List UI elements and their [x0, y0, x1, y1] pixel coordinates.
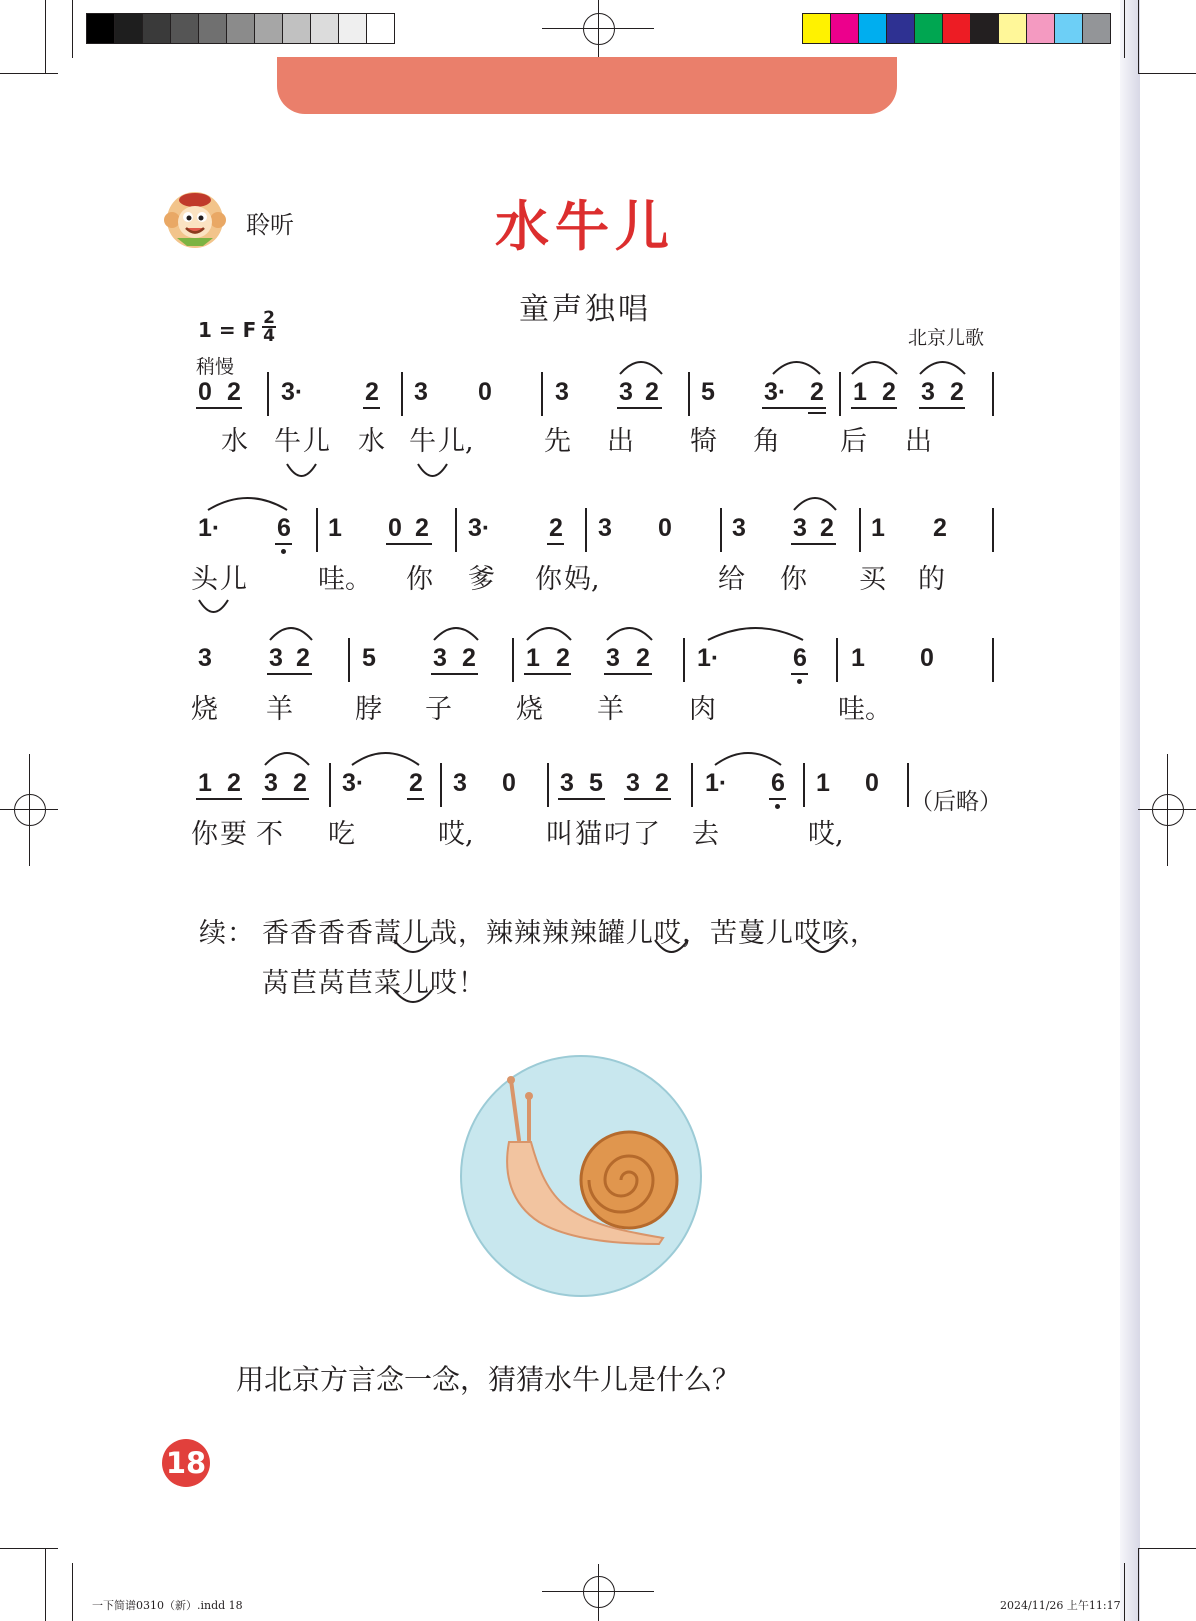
slur-arc	[620, 362, 662, 374]
note-digit: 3	[606, 644, 620, 672]
lyric-syllable: 给	[718, 564, 745, 595]
song-subtitle: 童声独唱	[519, 292, 651, 327]
lyric-syllable: 羊	[266, 694, 293, 725]
note-digit: 0	[502, 769, 516, 797]
lyric-syllable: 脖	[355, 694, 382, 725]
lyric-syllable: 羊	[597, 694, 624, 725]
note-digit: 3·	[342, 769, 365, 797]
tempo-marking: 稍慢	[196, 356, 235, 378]
note-digit: 3	[793, 514, 807, 542]
note-digit: 2	[409, 769, 423, 797]
slur-arc	[715, 753, 781, 765]
omitted-suffix: （后略）	[910, 789, 1002, 815]
note-digit: 1	[328, 514, 342, 542]
lyric-syllable: 猫	[575, 819, 602, 850]
lyric-syllable: 子	[425, 694, 452, 725]
note-digit: 3	[414, 378, 428, 406]
lyric-syllable: 牛	[274, 426, 301, 457]
note-digit: 3	[732, 514, 746, 542]
note-digit: 5	[589, 769, 603, 797]
note-digit: 6	[793, 644, 807, 672]
section-label: 聆听	[246, 211, 294, 239]
note-digit: 5	[362, 644, 376, 672]
slur-arc	[352, 753, 419, 765]
lyric-syllable: 吃	[328, 819, 355, 850]
note-digit: 3	[269, 644, 283, 672]
note-digit: 2	[636, 644, 650, 672]
lyric-syllable: 要	[220, 819, 247, 850]
lyric-syllable: 角	[753, 426, 780, 457]
verse-line-1: 香香香香蒿儿哉，辣辣辣辣罐儿哎，苦蔓儿哎咳，	[262, 918, 878, 949]
note-digit: 2	[645, 378, 659, 406]
lyric-syllable: 哎,	[438, 819, 474, 850]
note-digit: 2	[820, 514, 834, 542]
lyric-syllable: 犄	[690, 426, 717, 457]
note-digit: 3	[555, 378, 569, 406]
lyric-syllable: 的	[918, 564, 945, 595]
slur-arc	[920, 362, 965, 374]
note-digit: 1	[871, 514, 885, 542]
lyric-syllable: 去	[692, 819, 719, 850]
note-digit: 2	[933, 514, 947, 542]
note-digit: 2	[462, 644, 476, 672]
note-digit: 3·	[281, 378, 304, 406]
page-number-badge: 18	[162, 1439, 210, 1487]
note-digit: 2	[549, 514, 563, 542]
lyric-syllable: 哇。	[318, 564, 372, 595]
lyric-syllable: 妈,	[564, 564, 600, 595]
lyric-syllable: 买	[859, 564, 886, 595]
note-digit: 1	[198, 769, 212, 797]
verse-line-2: 莴苣莴苣菜儿哎！	[262, 968, 486, 999]
song-title: 水牛儿	[495, 194, 675, 258]
slur-arc	[852, 362, 897, 374]
note-digit: 0	[388, 514, 402, 542]
composer-credit: 北京儿歌	[908, 327, 985, 349]
lyric-syllable: 儿	[303, 426, 330, 457]
note-digit: 1·	[705, 769, 728, 797]
note-digit: 3	[198, 644, 212, 672]
footer-timestamp: 2024/11/26 上午11:17	[1000, 1599, 1121, 1612]
lyric-syllable: 儿,	[438, 426, 474, 457]
note-digit: 1	[526, 644, 540, 672]
note-digit: 3	[619, 378, 633, 406]
lyric-syllable: 你	[191, 819, 218, 850]
lyric-syllable: 出	[905, 426, 932, 457]
slur-arc	[794, 498, 836, 510]
note-digit: 2	[296, 644, 310, 672]
note-digit: 3·	[764, 378, 787, 406]
note-digit: 2	[227, 378, 241, 406]
lyric-syllable: 牛	[409, 426, 436, 457]
note-digit: 0	[478, 378, 492, 406]
lyric-syllable: 水	[358, 426, 385, 457]
slur-arc	[199, 600, 228, 612]
lyric-syllable: 你	[780, 564, 807, 595]
lyric-syllable: 出	[607, 426, 634, 457]
lyric-syllable: 先	[544, 426, 571, 457]
meter-bottom: 4	[263, 326, 275, 346]
note-digit: 3	[264, 769, 278, 797]
lyric-syllable: 了	[633, 819, 660, 850]
note-digit: 5	[701, 378, 715, 406]
note-digit: 6	[771, 769, 785, 797]
meter-top: 2	[263, 308, 275, 328]
lyric-syllable: 头	[191, 564, 218, 595]
note-digit: 1·	[198, 514, 221, 542]
note-digit: 2	[950, 378, 964, 406]
note-digit: 1	[851, 644, 865, 672]
note-digit: 2	[556, 644, 570, 672]
slur-arc	[527, 628, 571, 640]
note-digit: 3	[453, 769, 467, 797]
note-digit: 3	[626, 769, 640, 797]
note-digit: 3	[560, 769, 574, 797]
question-text: 用北京方言念一念，猜猜水牛儿是什么？	[236, 1363, 741, 1396]
lyric-syllable: 叫	[546, 819, 573, 850]
note-digit: 0	[658, 514, 672, 542]
lyric-syllable: 哎,	[808, 819, 844, 850]
snail-icon	[459, 1054, 703, 1298]
slur-arc	[773, 362, 820, 374]
slur-arc	[607, 628, 652, 640]
key-signature: 1 = F	[198, 318, 257, 342]
lyric-syllable: 水	[221, 426, 248, 457]
note-digit: 3·	[468, 514, 491, 542]
note-digit: 0	[198, 378, 212, 406]
lyric-syllable: 烧	[191, 694, 218, 725]
lyric-syllable: 肉	[689, 694, 716, 725]
note-digit: 2	[293, 769, 307, 797]
note-digit: 2	[227, 769, 241, 797]
lyric-syllable: 爹	[468, 564, 495, 595]
slur-arc	[287, 464, 316, 476]
slur-arc	[270, 628, 312, 640]
lyric-syllable: 你	[535, 564, 562, 595]
note-digit: 1·	[697, 644, 720, 672]
verse-label: 续：	[199, 918, 255, 949]
note-digit: 2	[882, 378, 896, 406]
note-digit: 3	[598, 514, 612, 542]
note-digit: 6	[277, 514, 291, 542]
slur-arc	[208, 498, 287, 510]
lyric-syllable: 哇。	[838, 694, 892, 725]
slur-arc	[265, 753, 309, 765]
note-digit: 1	[816, 769, 830, 797]
lyric-syllable: 后	[840, 426, 867, 457]
slur-arc	[418, 464, 447, 476]
note-digit: 2	[810, 378, 824, 406]
lyric-syllable: 你	[406, 564, 433, 595]
note-digit: 2	[655, 769, 669, 797]
note-digit: 2	[365, 378, 379, 406]
note-digit: 3	[921, 378, 935, 406]
note-digit: 3	[433, 644, 447, 672]
note-digit: 0	[920, 644, 934, 672]
note-digit: 2	[415, 514, 429, 542]
note-digit: 1	[853, 378, 867, 406]
lyric-syllable: 儿	[220, 564, 247, 595]
footer-file-info: 一下简谱0310（新）.indd 18	[92, 1599, 243, 1612]
slur-arc	[434, 628, 478, 640]
lyric-syllable: 烧	[516, 694, 543, 725]
note-digit: 0	[865, 769, 879, 797]
lyric-syllable: 不	[256, 819, 283, 850]
lyric-syllable: 叼	[604, 819, 631, 850]
slur-arc	[708, 628, 803, 640]
